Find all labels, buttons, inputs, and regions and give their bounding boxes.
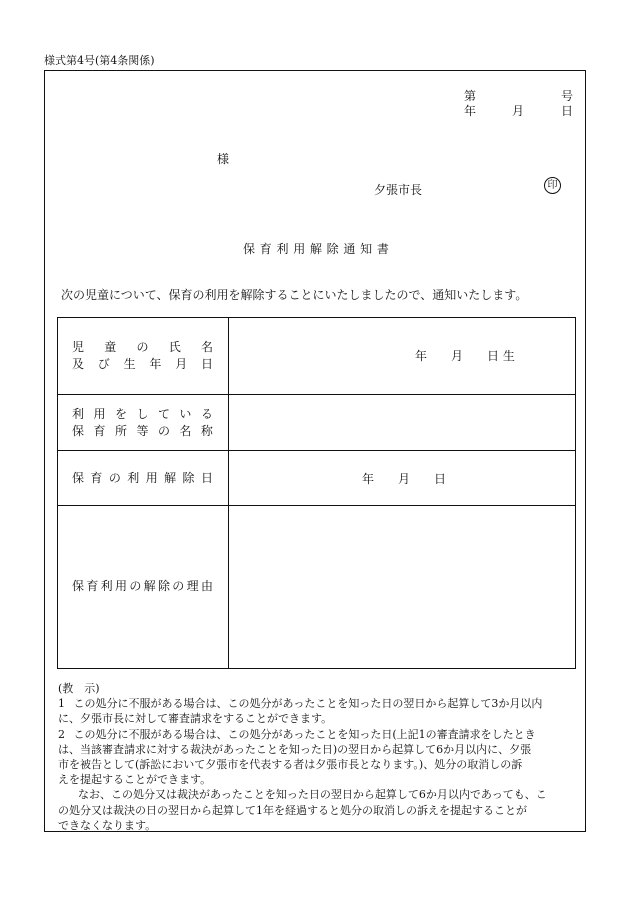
label-line: 保 育 利 用 の 解 除 の 理 由 (72, 579, 213, 593)
notice-line: に、夕張市長に対して審査請求をすることができます。 (58, 712, 333, 726)
item-number: 1 (58, 697, 65, 711)
label-facility-name (72, 406, 213, 440)
label-line: 保 育 所 等 の 名 称 (72, 424, 213, 438)
notice-item (58, 696, 582, 711)
number-prefix: 第 (464, 89, 477, 103)
label-line: 保 育 の 利 用 解 除 日 (72, 471, 213, 485)
label-line: 利 用 を し て い る (72, 407, 213, 421)
title-char: 用 (293, 242, 306, 256)
form-label: 様式第4号(第4条関係) (44, 54, 155, 67)
title-char: 解 (309, 242, 322, 256)
notice-line: は、当該審査請求に対する裁決があったことを知った日)の翌日から起算して6か月以内に、夕張 (58, 742, 532, 756)
title-char: 育 (259, 242, 272, 256)
info-table (57, 317, 576, 669)
table-row-divider (58, 450, 575, 451)
date-month: 月 (512, 104, 525, 118)
seal-text: 印 (547, 180, 558, 191)
title-char: 利 (276, 242, 289, 256)
appeal-notice (58, 681, 582, 833)
birthdate-field: 年 月 日 生 (415, 349, 515, 363)
issuer-name: 夕張市長 (374, 183, 423, 197)
title-char: 知 (360, 242, 373, 256)
number-suffix: 号 (561, 89, 574, 103)
table-row-divider (58, 505, 575, 506)
title-char: 書 (376, 242, 389, 256)
date-day: 日 (561, 104, 574, 118)
table-row-divider (58, 394, 575, 395)
item-number: 2 (58, 727, 65, 741)
notice-line: の処分又は裁決の日の翌日から起算して1年を経過すると処分の取消しの訴えを提起することが (58, 803, 527, 817)
title-char: 通 (343, 242, 356, 256)
table-column-divider (228, 318, 229, 668)
label-line: 及 び 生 年 月 日 (72, 357, 213, 371)
notice-item (58, 727, 582, 742)
seal-mark (544, 177, 561, 194)
label-child-name (72, 339, 213, 373)
notice-line: なお、この処分又は裁決があったことを知った日の翌日から起算して6か月以内であっても、こ (78, 788, 547, 802)
cancellation-date-field: 年 月 日 (362, 472, 447, 486)
title-char: 除 (326, 242, 339, 256)
label-cancellation-reason (72, 578, 213, 595)
notice-heading: (教 示) (58, 682, 100, 695)
document-title (243, 240, 389, 257)
intro-text: 次の児童について、保育の利用を解除することにいたしましたので、通知いたします。 (61, 288, 528, 302)
label-line: 児 童 の 氏 名 (72, 340, 213, 354)
date-year: 年 (464, 104, 477, 118)
notice-line: この処分に不服がある場合は、この処分があったことを知った日の翌日から起算して3か月以内 (73, 697, 543, 711)
notice-line: この処分に不服がある場合は、この処分があったことを知った日(上記1の審査請求をしたとき (73, 727, 536, 741)
addressee-suffix: 様 (217, 152, 230, 166)
notice-line: できなくなります。 (58, 818, 157, 832)
notice-line: えを提起することができます。 (58, 773, 212, 787)
title-char: 保 (243, 242, 256, 256)
label-cancellation-date (72, 470, 213, 487)
notice-line: 市を被告として(訴訟において夕張市を代表する者は夕張市長となります。)、処分の取消しの訴 (58, 758, 523, 772)
